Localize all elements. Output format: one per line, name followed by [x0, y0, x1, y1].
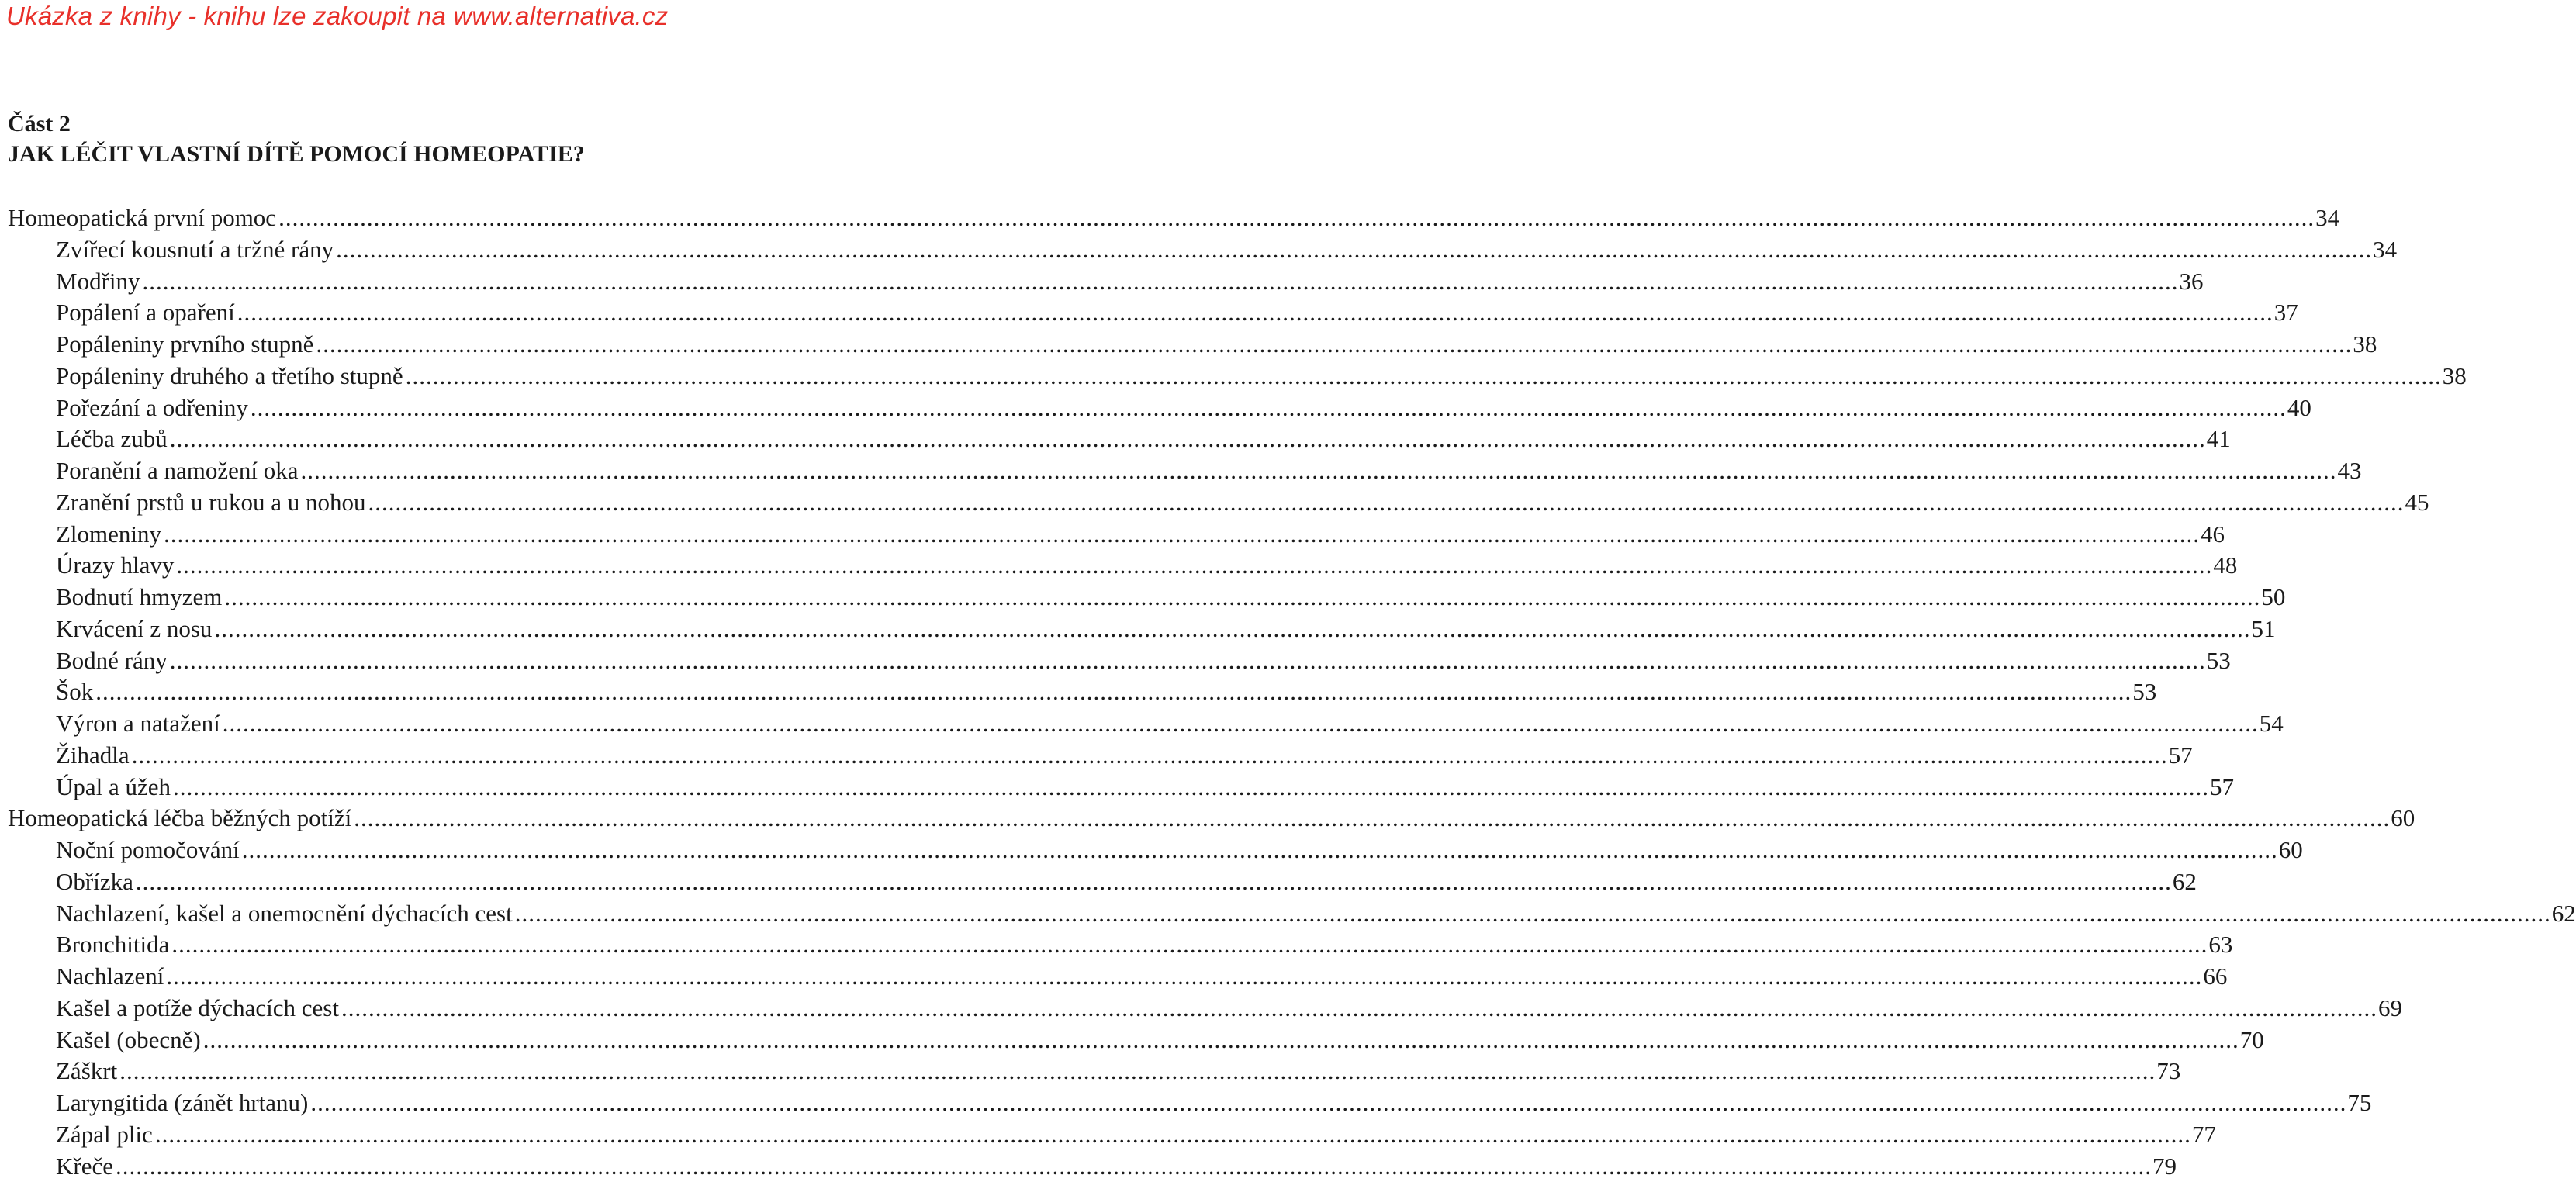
toc-entry-title: Nachlazení, kašel a onemocnění dýchacích cest [56, 898, 513, 930]
toc-dot-leader: ............................................................................................................................................................................................................................................................................................................ [223, 708, 2259, 740]
toc-entry [8, 740, 725, 772]
toc-entry-title: Pořezání a odřeniny [56, 392, 248, 424]
toc-entry-page: 77 [2192, 1119, 2216, 1151]
toc-entry-page: 62 [2552, 898, 2576, 930]
toc-dot-leader: ............................................................................................................................................................................................................................................................................................................ [336, 234, 2372, 266]
toc-entry-page: 40 [2287, 392, 2311, 424]
toc-entry [8, 708, 725, 740]
toc-dot-leader: ............................................................................................................................................................................................................................................................................................................ [224, 582, 2260, 613]
toc-entry [8, 329, 725, 361]
toc-entry-title: Laryngitida (zánět hrtanu) [56, 1087, 308, 1119]
toc-entry [8, 361, 725, 392]
toc-entry-title: Zápal plic [56, 1119, 153, 1151]
toc-entry-page: 53 [2132, 676, 2156, 708]
toc-dot-leader: ............................................................................................................................................................................................................................................................................................................ [132, 740, 2168, 772]
toc-entry-page: 57 [2169, 740, 2193, 772]
toc-entry [8, 266, 725, 298]
toc-entry-page: 36 [2180, 266, 2204, 298]
toc-entry [8, 455, 725, 487]
toc-entry-page: 75 [2347, 1087, 2371, 1119]
toc-dot-leader: ............................................................................................................................................................................................................................................................................................................ [251, 392, 2287, 424]
toc-dot-leader: ............................................................................................................................................................................................................................................................................................................ [316, 329, 2352, 361]
toc-entry-page: 60 [2391, 803, 2415, 835]
toc-entry-page: 63 [2208, 929, 2232, 961]
toc-entry-title: Homeopatická léčba běžných potíží [8, 803, 351, 835]
toc-entry [8, 1025, 725, 1056]
toc-entry-title: Bronchitida [56, 929, 169, 961]
toc-dot-leader: ............................................................................................................................................................................................................................................................................................................ [95, 676, 2132, 708]
toc-entry-page: 53 [2207, 645, 2231, 677]
toc-entry [8, 519, 725, 551]
toc-entry [8, 993, 725, 1025]
toc-dot-leader: ............................................................................................................................................................................................................................................................................................................ [406, 361, 2442, 392]
toc-entry-title: Záškrt [56, 1056, 117, 1087]
toc-entry [8, 676, 725, 708]
toc-entry-page: 51 [2251, 613, 2275, 645]
toc-entry-page: 38 [2443, 361, 2467, 392]
toc-dot-leader: ............................................................................................................................................................................................................................................................................................................ [170, 645, 2206, 677]
toc-dot-leader: ............................................................................................................................................................................................................................................................................................................ [136, 866, 2172, 898]
toc-entry-title: Zranění prstů u rukou a u nohou [56, 487, 365, 519]
toc-entry-page: 34 [2373, 234, 2397, 266]
toc-entry-page: 37 [2274, 297, 2298, 329]
toc-entry [8, 645, 725, 677]
toc-entry-page: 57 [2210, 772, 2234, 804]
toc-entry-title: Noční pomočování [56, 835, 240, 866]
toc-dot-leader: ............................................................................................................................................................................................................................................................................................................ [116, 1151, 2152, 1182]
toc-entry-title: Nachlazení [56, 961, 164, 993]
toc-dot-leader: ............................................................................................................................................................................................................................................................................................................ [310, 1087, 2346, 1119]
toc-dot-leader: ............................................................................................................................................................................................................................................................................................................ [214, 613, 2250, 645]
toc-entry [8, 234, 725, 266]
toc-entry-page: 54 [2260, 708, 2284, 740]
toc-entry-title: Popáleniny prvního stupně [56, 329, 313, 361]
toc-dot-leader: ............................................................................................................................................................................................................................................................................................................ [341, 993, 2377, 1025]
toc-dot-leader: ............................................................................................................................................................................................................................................................................................................ [176, 550, 2212, 582]
toc-entry-page: 38 [2353, 329, 2377, 361]
toc-dot-leader: ............................................................................................................................................................................................................................................................................................................ [171, 929, 2208, 961]
toc-entry-title: Kašel a potíže dýchacích cest [56, 993, 339, 1025]
toc-entry-title: Modřiny [56, 266, 140, 298]
toc-dot-leader: ............................................................................................................................................................................................................................................................................................................ [242, 835, 2278, 866]
toc-entry-title: Úpal a úžeh [56, 772, 171, 804]
toc-entry-title: Popálení a opaření [56, 297, 235, 329]
toc-entry-page: 66 [2203, 961, 2227, 993]
toc-dot-leader: ............................................................................................................................................................................................................................................................................................................ [155, 1119, 2191, 1151]
toc-dot-leader: ............................................................................................................................................................................................................................................................................................................ [237, 297, 2273, 329]
toc-entry-title: Úrazy hlavy [56, 550, 174, 582]
toc-entry-page: 41 [2207, 423, 2231, 455]
toc-entry-title: Šok [56, 676, 93, 708]
toc-entry [8, 1087, 725, 1119]
toc-entry-page: 79 [2152, 1151, 2177, 1182]
toc-dot-leader: ............................................................................................................................................................................................................................................................................................................ [143, 266, 2179, 298]
toc-entry-title: Homeopatická první pomoc [8, 202, 276, 234]
toc-dot-leader: ............................................................................................................................................................................................................................................................................................................ [170, 423, 2206, 455]
toc-entry [8, 613, 725, 645]
toc-entry-title: Zlomeniny [56, 519, 161, 551]
toc-entry-title: Léčba zubů [56, 423, 168, 455]
toc-entry [8, 929, 725, 961]
toc-entry [8, 772, 725, 804]
toc-entry-title: Výron a natažení [56, 708, 220, 740]
toc-entry-page: 50 [2261, 582, 2285, 613]
toc-entry [8, 297, 725, 329]
toc-entry-page: 34 [2315, 202, 2339, 234]
toc-entry [8, 582, 725, 613]
toc-dot-leader: ............................................................................................................................................................................................................................................................................................................ [164, 519, 2200, 551]
toc-entry-page: 70 [2240, 1025, 2264, 1056]
toc-dot-leader: ............................................................................................................................................................................................................................................................................................................ [515, 898, 2551, 930]
part-heading [8, 109, 585, 169]
toc-entry-title: Popáleniny druhého a třetího stupně [56, 361, 403, 392]
toc-entry [8, 866, 725, 898]
toc-entry [8, 1056, 725, 1087]
toc-entry-title: Krvácení z nosu [56, 613, 212, 645]
toc-entry-title: Křeče [56, 1151, 113, 1182]
toc-entry-page: 48 [2213, 550, 2237, 582]
part-number: Část 2 [8, 109, 585, 139]
toc-entry [8, 803, 725, 835]
toc-entry-page: 46 [2201, 519, 2225, 551]
part-title: JAK LÉČIT VLASTNÍ DÍTĚ POMOCÍ HOMEOPATIE? [8, 139, 585, 169]
toc-entry-page: 62 [2173, 866, 2197, 898]
toc-entry [8, 961, 725, 993]
toc-entry [8, 423, 725, 455]
toc-entry-page: 60 [2279, 835, 2303, 866]
toc-dot-leader: ............................................................................................................................................................................................................................................................................................................ [278, 202, 2315, 234]
toc-dot-leader: ............................................................................................................................................................................................................................................................................................................ [173, 772, 2209, 804]
toc-entry-page: 45 [2405, 487, 2429, 519]
toc-dot-leader: ............................................................................................................................................................................................................................................................................................................ [119, 1056, 2156, 1087]
toc-entry-page: 69 [2378, 993, 2402, 1025]
table-of-contents [8, 202, 725, 1182]
toc-entry [8, 487, 725, 519]
toc-entry [8, 550, 725, 582]
toc-entry-title: Žihadla [56, 740, 130, 772]
toc-entry-page: 73 [2156, 1056, 2180, 1087]
toc-entry [8, 202, 725, 234]
toc-entry [8, 392, 725, 424]
toc-entry [8, 1151, 725, 1182]
toc-dot-leader: ............................................................................................................................................................................................................................................................................................................ [368, 487, 2404, 519]
toc-entry-page: 43 [2337, 455, 2361, 487]
toc-entry-title: Kašel (obecně) [56, 1025, 201, 1056]
toc-entry [8, 898, 725, 930]
toc-entry-title: Zvířecí kousnutí a tržné rány [56, 234, 334, 266]
toc-entry-title: Obřízka [56, 866, 133, 898]
toc-dot-leader: ............................................................................................................................................................................................................................................................................................................ [203, 1025, 2239, 1056]
watermark-text: Ukázka z knihy - knihu lze zakoupit na www.alternativa.cz [6, 2, 668, 31]
toc-dot-leader: ............................................................................................................................................................................................................................................................................................................ [300, 455, 2336, 487]
toc-entry-title: Poranění a namožení oka [56, 455, 298, 487]
toc-entry-title: Bodnutí hmyzem [56, 582, 222, 613]
toc-entry-title: Bodné rány [56, 645, 168, 677]
toc-entry [8, 1119, 725, 1151]
toc-dot-leader: ............................................................................................................................................................................................................................................................................................................ [354, 803, 2390, 835]
toc-entry [8, 835, 725, 866]
toc-dot-leader: ............................................................................................................................................................................................................................................................................................................ [166, 961, 2202, 993]
